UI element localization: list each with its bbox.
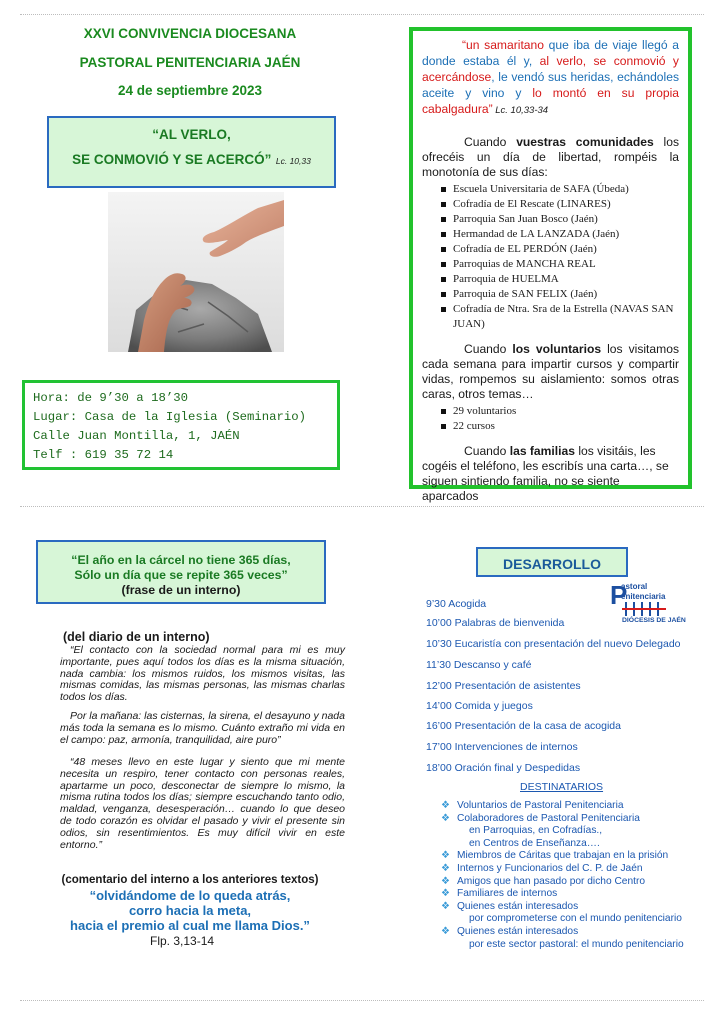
volunteers-pre: Cuando (464, 342, 513, 356)
samaritan-part3: al verlo, se conmovió y acercándose (422, 54, 679, 84)
motto-line1: “AL VERLO, (152, 127, 231, 142)
prison-quote-line2: Sólo un día que se repite 365 veces” (74, 568, 288, 582)
list-item: ❖ Quienes están interesados por comprometerse con el mundo penitenciario (441, 900, 682, 925)
list-item: Parroquias de MANCHA REAL (453, 257, 679, 272)
communities-paragraph (422, 135, 679, 180)
logo-big-letter: P (610, 580, 628, 610)
comment-line3: hacia el premio al cual me llama Dios.” (70, 918, 310, 933)
list-item: ❖ Colaboradores de Pastoral Penitenciaria en Parroquias, en Cofradías., en Centros de Enseñanza…. (441, 812, 640, 849)
logo-line3: DIÓCESIS DE JAÉN (622, 617, 686, 624)
schedule-item: 16’00 Presentación de la casa de acogida (426, 720, 621, 732)
volunteers-list (422, 404, 679, 434)
schedule-item: 14’00 Comida y juegos (426, 700, 533, 712)
logo-line2: enitenciaria (621, 592, 666, 601)
communities-pre: Cuando (464, 135, 517, 149)
logo-line1: astoral (621, 582, 648, 591)
header-subtitle: PASTORAL PENITENCIARIA JAÉN (79, 55, 301, 70)
volunteers-bold: los voluntarios (512, 342, 602, 356)
header-date: 24 de septiembre 2023 (117, 83, 263, 98)
diary-paragraph-1: “El contacto con la sociedad normal para mi es muy importante, pues aquí todos los días es la misma situación, nada cambia: los mismos ruidos, los mismos visitas, las mismas comidas, las mismas personas, las mismas charlas todos los días. (60, 644, 345, 704)
families-bold: las familias (509, 444, 575, 458)
list-item: Parroquia San Juan Bosco (Jaén) (453, 212, 679, 227)
list-item: Escuela Universitaria de SAFA (Úbeda) (453, 182, 679, 197)
bullet-icon: ❖ (441, 812, 450, 824)
list-item: Hermandad de LA LANZADA (Jaén) (453, 227, 679, 242)
prison-quote-box (36, 540, 326, 604)
motto-line2-wrap (49, 151, 334, 169)
bullet-icon: ❖ (441, 888, 450, 900)
samaritan-part2: que iba de viaje llegó a donde estaba él y, (422, 38, 679, 68)
desarrollo-title-box (476, 547, 628, 577)
bullet-icon: ❖ (441, 800, 450, 811)
event-time: Hora: de 9’30 a 18’30 (33, 391, 188, 405)
logo-bars-icon (622, 602, 682, 616)
diary-title: (del diario de un interno) (63, 630, 210, 644)
schedule-item: 12’00 Presentación de asistentes (426, 680, 581, 692)
communities-post: los ofrecéis un día de libertad, rompéis la monotonía de sus días: (422, 135, 679, 179)
schedule-item: 17’00 Intervenciones de internos (426, 741, 578, 753)
bullet-icon: ❖ (441, 850, 450, 862)
pastoral-logo (610, 580, 696, 626)
motto-ref: Lc. 10,33 (275, 156, 311, 166)
list-item: ❖ Familiares de internos (441, 888, 558, 900)
schedule-item: 10’30 Eucaristía con presentación del nuevo Delegado (426, 638, 681, 650)
communities-list (422, 182, 679, 332)
schedule-item: 10’00 Palabras de bienvenida (426, 617, 565, 629)
diary-paragraph-3: “48 meses llevo en este lugar y siento que mi mente necesita un respiro, tener contacto con personas reales, apartarme un poco, desconectar de siempre lo mismo, la misma rutina todos los días; siempre escuchando tanto odio, maldad, venganza, desesperación… cuando lo que deseo de todo corazón es olvidar el pasado y vivir el presente sin odios, sin resentimientos. Es muy difícil vivir en este entorno.” (60, 756, 345, 851)
bottom-dotted-line (20, 1000, 704, 1001)
desarrollo-title: DESARROLLO (503, 556, 601, 572)
diary-paragraph-2: Por la mañana: las cisternas, la sirena, el desayuno y nada más toda la semana es lo mismo. Cuánto extraño mi vida en el campo: paz, armonía, tranquilidad, aire puro” (60, 710, 345, 746)
families-pre: Cuando (464, 444, 510, 458)
middle-dotted-line (20, 506, 704, 507)
list-item: ❖ Quienes están interesados por este sector pastoral: el mundo penitenciario (441, 925, 684, 950)
volunteers-paragraph (422, 342, 679, 402)
destinatarios-list (441, 800, 711, 951)
motto-line2: SE CONMOVIÓ Y SE ACERCÓ” (72, 152, 272, 167)
communities-bold: vuestras comunidades (516, 135, 654, 149)
comment-title: (comentario del interno a los anteriores textos) (61, 874, 319, 886)
top-dotted-line (20, 14, 704, 15)
list-item: ❖ Internos y Funcionarios del C. P. de Jaén (441, 862, 643, 874)
list-item: Cofradía de EL PERDÓN (Jaén) (453, 242, 679, 257)
families-post: los visitáis, les cogéis el teléfono, les escribís una carta…, se siguen sintiendo familia, no se siente aparcados (422, 444, 669, 503)
list-item: Cofradía de El Rescate (LINARES) (453, 197, 679, 212)
families-paragraph (422, 444, 679, 504)
reaching-hands-rock-icon (108, 192, 284, 352)
comment-line1: “olvidándome de lo queda atrás, (89, 888, 291, 903)
volunteers-post: los visitamos cada semana para impartir cursos y compartir vidas, rompemos su aislamiento: somos otras caras, otros temas… (422, 342, 679, 401)
samaritan-quote (422, 37, 679, 119)
event-place: Lugar: Casa de la Iglesia (Seminario) (33, 410, 307, 424)
list-item: Cofradía de Ntra. Sra de la Estrella (NAVAS SAN JUAN) (453, 302, 679, 332)
bullet-icon: ❖ (441, 862, 450, 874)
schedule-item: 11’30 Descanso y café (426, 659, 532, 671)
samaritan-ref: Lc. 10,33-34 (492, 105, 549, 116)
event-info-box (22, 380, 340, 470)
comment-ref: Flp. 3,13-14 (150, 934, 215, 948)
list-item: 29 voluntarios (453, 404, 679, 419)
samaritan-box (409, 27, 692, 503)
samaritan-part1: “un samaritano (462, 38, 544, 52)
prison-quote-attribution: (frase de un interno) (121, 583, 241, 597)
bullet-icon: ❖ (441, 875, 450, 887)
event-phone: Telf : 619 35 72 14 (33, 448, 174, 462)
motto-box (47, 116, 336, 188)
list-item: Parroquia de HUELMA (453, 272, 679, 287)
samaritan-part4: , le vendó sus heridas, echándoles aceite y vino y (422, 70, 679, 100)
schedule-item: 18’00 Oración final y Despedidas (426, 762, 581, 774)
list-item: ❖ Miembros de Cáritas que trabajan en la prisión (441, 850, 669, 862)
schedule-item: 9’30 Acogida (426, 598, 487, 610)
list-item: 22 cursos (453, 419, 679, 434)
list-item: ❖ Amigos que han pasado por dicho Centro (441, 875, 646, 887)
list-item: ❖ Voluntarios de Pastoral Penitenciaria (441, 800, 624, 811)
event-address: Calle Juan Montilla, 1, JAÉN (33, 429, 240, 443)
header-title: XXVI CONVIVENCIA DIOCESANA (83, 26, 297, 41)
prison-quote-line1: “El año en la cárcel no tiene 365 días, (71, 553, 291, 567)
bullet-icon: ❖ (441, 900, 450, 912)
list-item: Parroquia de SAN FELIX (Jaén) (453, 287, 679, 302)
bullet-icon: ❖ (441, 925, 450, 937)
comment-line2: corro hacia la meta, (128, 903, 252, 918)
destinatarios-title: DESTINATARIOS (520, 781, 604, 793)
samaritan-part5: lo montó en su propia cabalgadura” (422, 86, 679, 116)
